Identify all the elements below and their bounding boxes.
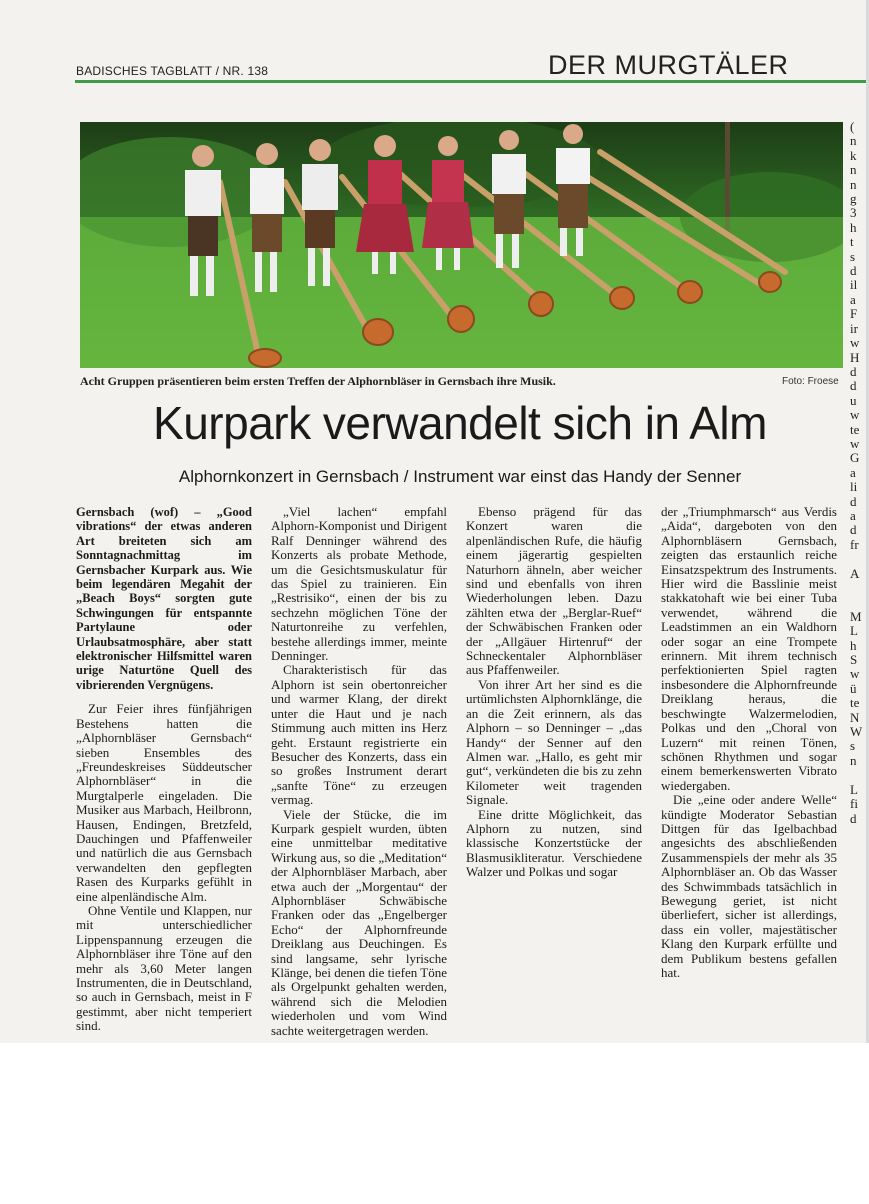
fragment-line: w (850, 435, 860, 451)
fragment-line: G (850, 450, 860, 466)
fragment-line: il (850, 277, 858, 293)
fragment-line: w (850, 335, 860, 351)
article-paragraph: Viele der Stücke, die im Kurpark gespielt wurden, übten eine unmittelbar meditative Wirkung aus, so die „Meditation“ der Alphornbläser Marbach, aber etwa auch der „Morgentau“ der Alphornbläser Schwäbische Franken oder das „Engelberger Echo“ der Alphornfreunde Dreiklang aus Deuchingen. Es sind langsame, sehr lyrische Klänge, bei denen die tiefen Töne als Orgelpunkt gehalten werden, während sich die Melodien wiederholen und vom Wind sachte weitergetragen werden. (271, 806, 447, 1038)
fragment-line: n (850, 176, 857, 192)
fragment-line: n (850, 752, 857, 768)
fragment-line: H (850, 349, 860, 365)
article-lead: Gernsbach (wof) – „Good vibrations“ der etwas anderen Art breiteten sich am Sonntagnachmittag im Gernsbacher Kurpark aus. Wie beim legendären Megahit der „Beach Boys“ sorgten gute Schwingungen für entspannte Partylaune oder Urlaubsatmosphäre, aber statt elektronischer Hilfsmittel waren urige Naturtöne Quell des vibrierenden Vergnügens. (76, 505, 252, 692)
article-column-4 (661, 505, 837, 980)
fragment-line: L (850, 623, 858, 639)
article-paragraph: der „Triumphmarsch“ aus Verdis „Aida“, dargeboten von den Alphornbläsern Gernsbach, zeigten das erstaunlich reiche Einsatzspektrum des Instruments. Hier wird die Basslinie meist stakkatohaft wie bei einer Tuba verwendet, während die Leadstimmen an ein Waldhorn oder sogar an eine Trompete erinnern. Mit ihrem technisch perfektionierten Spiel ragten insbesondere die Alphornfreunde Dreiklang heraus, die beschwingte Walzermelodien, Polkas und den „Choral von Luzern“ mit reinen Tönen, schönen Rhythmen und sogar einem bemerkenswerten Vibrato wiedergaben. (661, 504, 837, 793)
fragment-line: s (850, 738, 856, 754)
headline: Kurpark verwandelt sich in Alm (153, 397, 767, 449)
fragment-line: ü (850, 680, 857, 696)
fragment-line (850, 595, 866, 609)
article-paragraph: Zur Feier ihres fünfjährigen Bestehens hatten die „Alphornbläser Gernsbach“ sieben Ensembles des „Freundeskreises Süddeutscher Alphornbläser“ in die Murgtalperle eingeladen. Die Musiker aus Marbach, Heilbronn, Hausen, Endingen, Bretzfeld, Dauchingen und Pfaffenweiler und natürlich die aus Gernsbach verwandelten den gepflegten Rasen des Kurparks gefühlt in eine alpenländische Alm. (76, 701, 252, 904)
masthead: BADISCHES TAGBLATT / NR. 138 (76, 64, 269, 78)
photo-credit: Foto: Froese (782, 376, 839, 387)
fragment-line: d (850, 363, 857, 379)
fragment-line: A (850, 565, 860, 581)
fragment-line: d (850, 522, 857, 538)
fragment-line: w (850, 407, 860, 423)
adjacent-article-fragment (850, 120, 866, 1020)
fragment-line: N (850, 709, 860, 725)
fragment-line: ( (850, 120, 855, 134)
fragment-line: li (850, 479, 858, 495)
fragment-line: W (850, 724, 863, 740)
fragment-line: w (850, 666, 860, 682)
article-paragraph: Ebenso prägend für das Konzert waren die alpenländischen Rufe, die häufig einem jägerartig gespielten Naturhorn ähneln, aber weicher sind und ebenfalls von ihren Wiederholungen leben. Dazu zählten etwa der „Berglar-Ruef“ der Schwäbischen Franken oder der „Allgäuer Hirtenruf“ der Schneckentaler Alphornbläser aus Pfaffenweiler. (466, 504, 642, 678)
article-paragraph: Ohne Ventile und Klappen, nur mit unterschiedlicher Lippenspannung erzeugen die Alphornbläser ihre Töne auf den mehr als 3,60 Meter langen Instrumenten, die in Deutschland, so auch in Gernsbach, meist in F gestimmt, aber nicht temperiert sind. (76, 902, 252, 1034)
article-paragraph: Eine dritte Möglichkeit, das Alphorn zu nutzen, sind klassische Konzertstücke der Blasmusikliteratur. Verschiedene Walzer und Polkas und sogar (466, 806, 642, 880)
article-paragraph: Von ihrer Art her sind es die urtümlichsten Alphornklänge, die an die Zeit erinnern, als das Alphorn – so Denninger – „das Handy“ der Senner auf den Almen war. „Hallo, es geht mir gut“, verkündeten die bis zu zehn Kilometer weit tragenden Signale. (466, 676, 642, 808)
section-title: DER MURGTÄLER (548, 50, 789, 80)
fragment-line (850, 768, 866, 782)
photo-caption: Acht Gruppen präsentieren beim ersten Treffen der Alphornbläser in Gernsbach ihre Musik. (80, 374, 556, 388)
article-paragraph: Charakteristisch für das Alphorn ist sein obertonreicher und warmer Klang, der direkt unter die Haut und je nach Stimmung auch mitten ins Herz geht. Erstaunt registrierte ein Besucher des Konzerts, dass ein so großes Instrument derart „sanfte Töne“ zu erzeugen vermag. (271, 662, 447, 808)
fragment-line: g (850, 191, 857, 207)
fragment-line: a (850, 464, 856, 480)
fragment-line: s (850, 248, 856, 264)
fragment-line: te (850, 695, 860, 711)
subheadline: Alphornkonzert in Gernsbach / Instrument war einst das Handy der Senner (178, 467, 742, 486)
article-paragraph: „Viel lachen“ empfahl Alphorn-Komponist und Dirigent Ralf Denninger während des Konzerts als probate Methode, um die Gesichtsmuskulatur für das Spiel zu trainieren. Ein „Restrisiko“, einen der bis zu sechzehn möglichen Töne der Naturtonreihe zu verfehlen, bestehe allerdings immer, meinte Denninger. (271, 504, 447, 664)
fragment-line: k (850, 147, 857, 163)
fragment-line: u (850, 392, 857, 408)
header-rule (75, 80, 866, 83)
article-paragraph: Die „eine oder andere Welle“ kündigte Moderator Sebastian Dittgen für das Igelbachbad angesichts des abschließenden Zusammenspiels der mehr als 35 Alphornbläser an. Ob das Wasser des Schwimmbads tatsächlich in Bewegung geriet, ist nicht überliefert, sicher ist allerdings, dass ein voller, majestätischer Klang den Kurpark erfüllte und dem Publikum bestens gefallen hat. (661, 792, 837, 980)
fragment-line: F (850, 306, 858, 322)
fragment-line: n (850, 162, 857, 178)
fragment-line (850, 581, 866, 595)
fragment-line: ir (850, 320, 858, 336)
fragment-line: M (850, 608, 862, 624)
fragment-line (850, 552, 866, 566)
article-photo (80, 122, 843, 368)
article-column-3 (466, 505, 642, 880)
fragment-line: d (850, 493, 857, 509)
fragment-line: fi (850, 796, 858, 812)
fragment-line: d (850, 378, 857, 394)
fragment-line: 3 (850, 205, 857, 221)
fragment-line: d (850, 810, 857, 826)
fragment-line: fr (850, 536, 859, 552)
fragment-line: a (850, 291, 856, 307)
fragment-line: d (850, 263, 857, 279)
fragment-line: t (850, 234, 854, 250)
fragment-line: h (850, 219, 857, 235)
fragment-line: te (850, 421, 860, 437)
fragment-line: h (850, 637, 857, 653)
fragment-line: a (850, 507, 856, 523)
fragment-line: n (850, 133, 857, 149)
fragment-line: L (850, 781, 858, 797)
article-column-2 (271, 505, 447, 1038)
fragment-line: S (850, 652, 858, 668)
article-column-1 (76, 505, 252, 1034)
